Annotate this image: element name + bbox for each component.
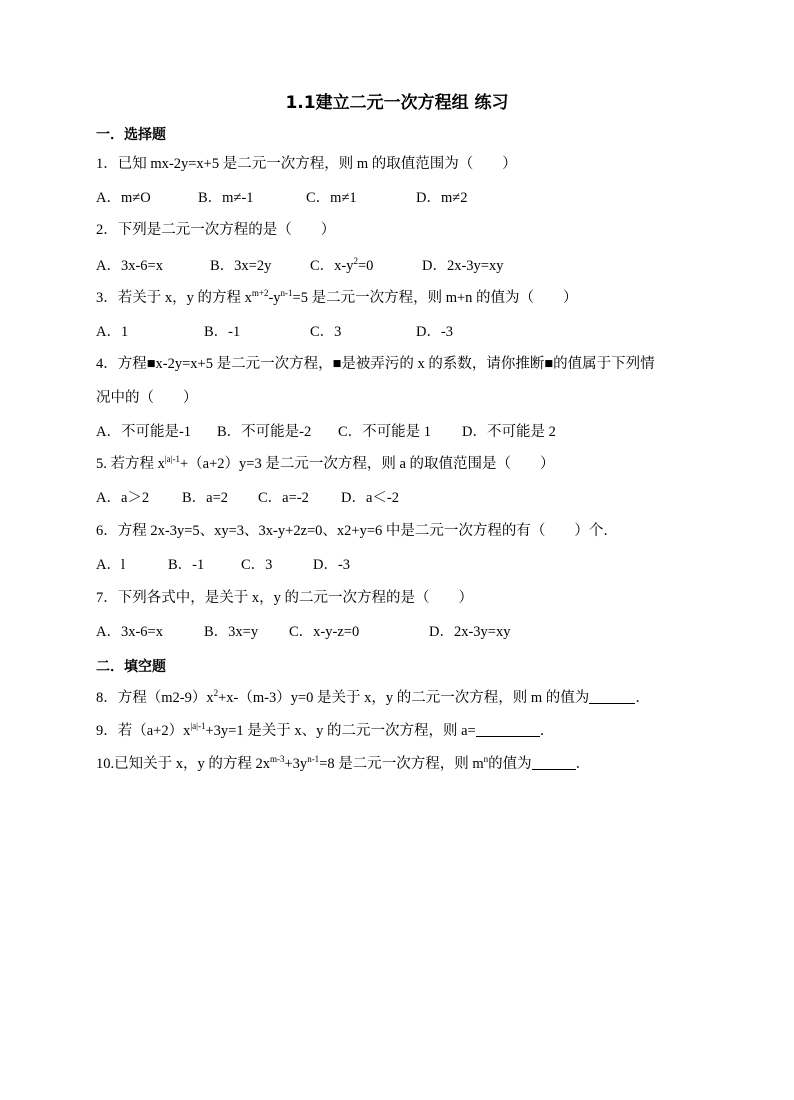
question-1: 1．已知 mx-2y=x+5 是二元一次方程，则 m 的取值范围为（ ）	[96, 156, 517, 172]
question-5	[96, 454, 555, 474]
q3-option-a: A．1	[96, 324, 129, 340]
q4-option-b: B．不可能是-2	[217, 424, 312, 440]
question-3	[96, 288, 578, 308]
section-heading-choice: 一．选择题	[96, 127, 166, 143]
q9-exponent: |a|-1	[190, 721, 206, 731]
question-4-line-1: 4．方程■x-2y=x+5 是二元一次方程，■是被弄污的 x 的系数，请你推断■的值属于下列情	[96, 356, 655, 372]
q2-option-d: D．2x-3y=xy	[422, 258, 504, 274]
q5-option-d: D．a＜-2	[341, 490, 399, 506]
q9-period: ．	[539, 723, 555, 739]
q7-option-a: A．3x-6=x	[96, 624, 163, 640]
q9-answer-blank[interactable]	[476, 722, 540, 737]
q6-option-a: A．l	[96, 557, 125, 573]
q4-option-c: C．不可能是 1	[338, 424, 432, 440]
section-heading-fill: 二．填空题	[96, 659, 166, 675]
q8-text-start: 8．方程（m2-9）x	[96, 690, 214, 706]
q2-option-a: A．3x-6=x	[96, 258, 163, 274]
q2-option-c-base: C．x-y	[310, 258, 354, 274]
q3-exponent-2: n-1	[280, 288, 293, 298]
q3-option-c: C．3	[310, 324, 342, 340]
q9-text-end: +3y=1 是关于 x、y 的二元一次方程，则 a=	[205, 723, 476, 739]
q4-option-d: D．不可能是 2	[462, 424, 556, 440]
q3-exponent-1: m+2	[251, 288, 269, 298]
q8-text-end: +x-（m-3）y=0 是关于 x，y 的二元一次方程，则 m 的值为	[218, 690, 590, 706]
q8-exponent: 2	[213, 688, 219, 698]
q3-option-b: B．-1	[204, 324, 241, 340]
question-4-line-2: 况中的（ ）	[96, 390, 198, 406]
q10-text-mid: +3y	[284, 756, 308, 772]
question-2: 2．下列是二元一次方程的是（ ）	[96, 222, 336, 238]
q7-option-b: B．3x=y	[204, 624, 259, 640]
q5-text-end: +（a+2）y=3 是二元一次方程，则 a 的取值范围是（ ）	[179, 456, 555, 472]
q10-text-start: 10.已知关于 x，y 的方程 2x	[96, 756, 270, 772]
q10-exponent-1: m-3	[270, 754, 285, 764]
q1-option-b: B．m≠-1	[198, 190, 254, 206]
q5-option-b: B．a=2	[182, 490, 229, 506]
q1-option-c: C．m≠1	[306, 190, 357, 206]
q2-option-b: B．3x=2y	[210, 258, 272, 274]
q3-text-mid: -y	[268, 290, 281, 306]
q6-option-c: C．3	[241, 557, 273, 573]
q1-option-d: D．m≠2	[416, 190, 468, 206]
q5-option-c: C．a=-2	[258, 490, 309, 506]
q2-option-c	[310, 256, 373, 276]
question-10	[96, 754, 590, 774]
question-8	[96, 688, 650, 708]
q10-text-end: =8 是二元一次方程，则 m	[319, 756, 484, 772]
q2-option-c-rest: =0	[358, 258, 374, 274]
q3-option-d: D．-3	[416, 324, 454, 340]
q5-exponent: |a|-1	[164, 454, 180, 464]
q7-option-d: D．2x-3y=xy	[429, 624, 511, 640]
question-6: 6．方程 2x-3y=5、xy=3、3x-y+2z=0、x2+y=6 中是二元一次方程的有（ ）个．	[96, 523, 618, 539]
q8-period: ．	[635, 690, 650, 706]
q1-option-a: A．m≠O	[96, 190, 151, 206]
q4-option-a: A．不可能是-1	[96, 424, 192, 440]
page-title: 1.1建立二元一次方程组 练习	[285, 93, 509, 113]
q5-option-a: A．a＞2	[96, 490, 150, 506]
q3-text-end: =5 是二元一次方程，则 m+n 的值为（ ）	[292, 290, 578, 306]
q9-text-start: 9．若（a+2）x	[96, 723, 191, 739]
question-7: 7．下列各式中，是关于 x，y 的二元一次方程的是（ ）	[96, 590, 473, 606]
q3-text-start: 3．若关于 x，y 的方程 x	[96, 290, 252, 306]
q10-exponent-3: n	[483, 754, 489, 764]
q10-answer-blank[interactable]	[532, 755, 576, 770]
q2-option-c-exponent: 2	[353, 256, 358, 266]
q5-text-start: 5. 若方程 x	[96, 456, 165, 472]
q6-option-d: D．-3	[313, 557, 351, 573]
q10-period: ．	[575, 756, 591, 772]
question-9	[96, 721, 554, 741]
q10-exponent-2: n-1	[307, 754, 320, 764]
q10-text-tail: 的值为	[488, 756, 532, 772]
q7-option-c: C．x-y-z=0	[289, 624, 360, 640]
q6-option-b: B．-1	[168, 557, 205, 573]
q8-answer-blank[interactable]	[589, 689, 635, 704]
